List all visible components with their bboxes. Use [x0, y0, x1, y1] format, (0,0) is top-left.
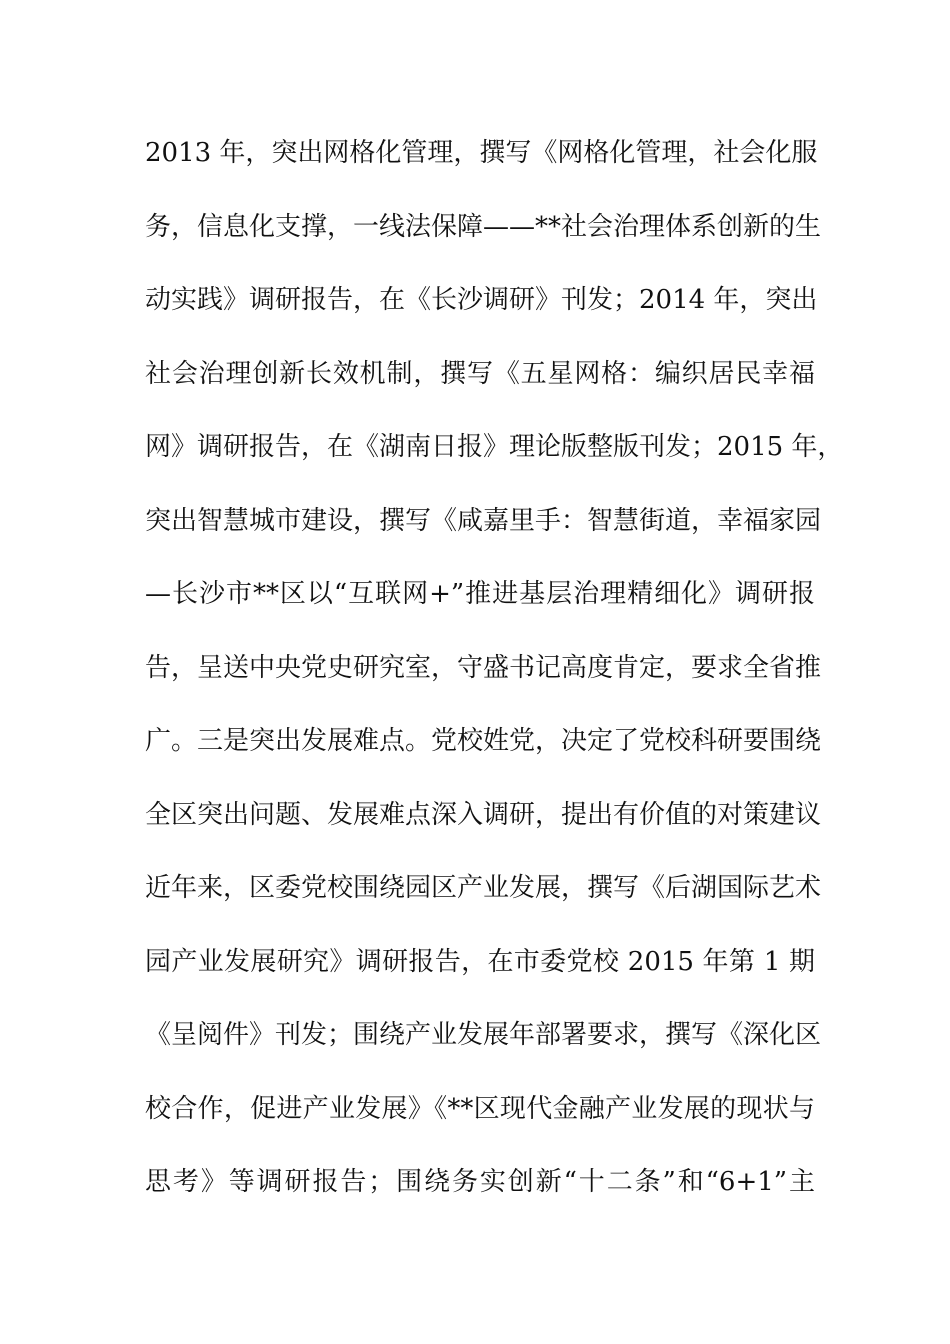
- text-line: 社会治理创新长效机制，撰写《五星网格：编织居民幸福: [145, 358, 815, 389]
- text-line: 2013 年，突出网格化管理，撰写《网格化管理，社会化服: [145, 138, 818, 168]
- text-line: 思考》等调研报告；围绕务实创新“十二条”和“6+1”主: [145, 1167, 815, 1197]
- text-line: 务，信息化支撑，一线法保障——**社会治理体系创新的生: [145, 211, 822, 242]
- text-line: 网》调研报告，在《湖南日报》理论版整版刊发；2015 年，: [145, 432, 844, 462]
- text-line: 园产业发展研究》调研报告，在市委党校 2015 年第 1 期: [145, 946, 815, 977]
- text-line: 全区突出问题、发展难点深入调研，提出有价值的对策建议: [145, 799, 822, 830]
- text-line: 广。三是突出发展难点。党校姓党，决定了党校科研要围绕: [145, 726, 822, 756]
- body-text: [145, 131, 844, 1234]
- text-line: 近年来，区委党校围绕园区产业发展，撰写《后湖国际艺术: [145, 873, 822, 903]
- text-line: 突出智慧城市建设，撰写《咸嘉里手：智慧街道，幸福家园: [145, 505, 822, 536]
- text-line: 《呈阅件》刊发；围绕产业发展年部署要求，撰写《深化区: [145, 1020, 822, 1050]
- text-line: 动实践》调研报告，在《长沙调研》刊发；2014 年，突出: [145, 285, 818, 315]
- text-line: —长沙市**区以“互联网+”推进基层治理精细化》调研报: [145, 579, 815, 609]
- text-line: 告，呈送中央党史研究室，守盛书记高度肯定，要求全省推: [145, 652, 822, 683]
- text-line: 校合作，促进产业发展》《**区现代金融产业发展的现状与: [145, 1093, 815, 1124]
